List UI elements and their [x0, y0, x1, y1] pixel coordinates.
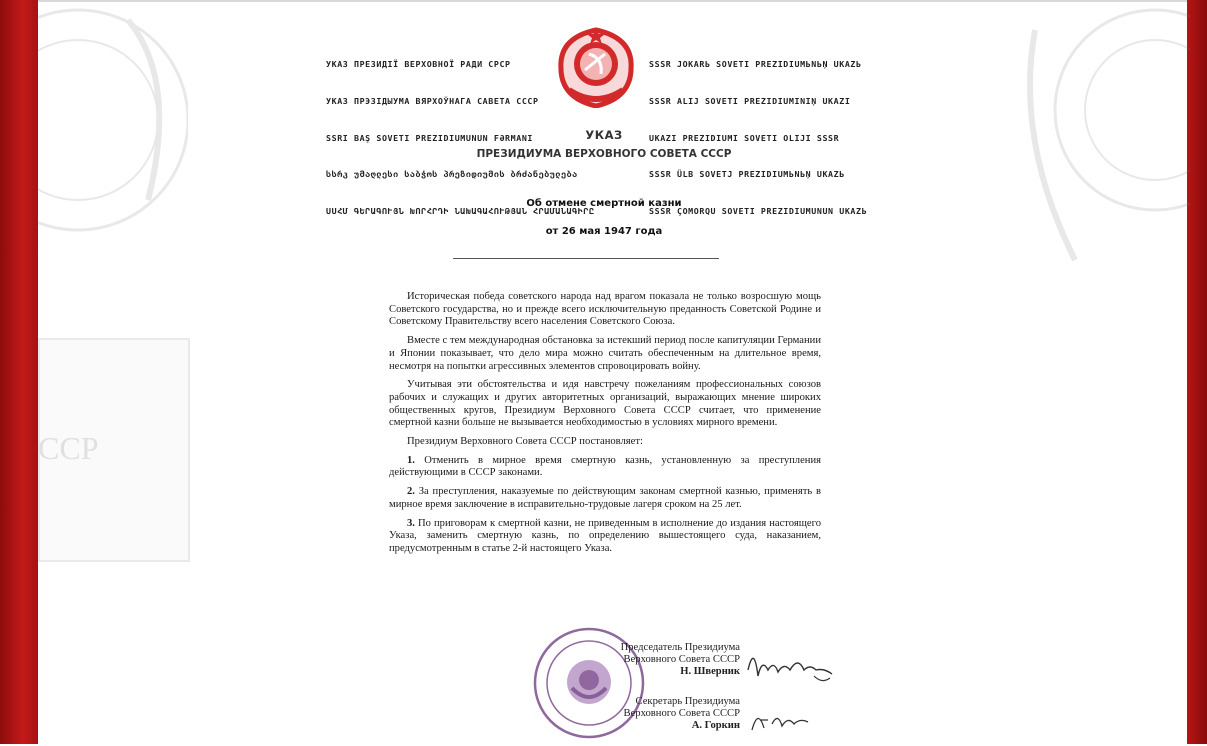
decree-title	[386, 128, 822, 160]
ussr-emblem-icon	[555, 24, 637, 108]
decree-item	[389, 518, 821, 556]
decree-body	[389, 291, 821, 562]
signature-name: Н. Шверник	[680, 666, 740, 677]
header-line: SSSR ÇOMORQU SOVETI PREZIDIUMUNUN UKAZЬ	[649, 205, 868, 216]
title-line-2: ПРЕЗИДИУМА ВЕРХОВНОГО СОВЕТА СССР	[476, 148, 732, 160]
decree-item	[389, 455, 821, 480]
decree-item	[389, 486, 821, 511]
item-text: Отменить в мирное время смертную казнь, установленную за преступления действующими в СССР законами.	[389, 454, 821, 479]
header-line: SSRI BAŞ SOVETI PREZIDIUMUNUN FƏRMANI	[326, 132, 534, 143]
item-number: 3.	[407, 517, 415, 529]
signature-role: Верховного Совета СССР	[623, 654, 740, 665]
header-line: SSSR JOKARЬ SOVETI PREZIDIUMЬNЬŅ UKAZЬ	[649, 59, 862, 70]
paragraph: Вместе с тем международная обстановка за истекший период после капитуляции Германии и Японии показывает, что дело мира можно считать обеспеченным на длительное время, несмотря на попытки агрессивных элементов спровоцировать войну.	[389, 335, 821, 372]
signature-chairman	[594, 642, 740, 678]
header-line: UKAZI PREZIDIUMI SOVETI OLIJI SSSR	[649, 132, 840, 143]
decree-date: от 26 мая 1947 года	[545, 226, 663, 237]
decree-subject: Об отмене смертной казни	[526, 198, 682, 209]
header-line: УКАЗ ПРЭЗІДЫУМА ВЯРХОЎНАГА САВЕТА СССР	[326, 96, 539, 107]
item-number: 2.	[407, 486, 415, 498]
header-line: ՍՍՀՄ ԳԵՐԱԳՈՒՅՆ ԽՈՐՀՐԴԻ ՆԱԽԱԳԱՀՈՒԹՅԱՆ ՀՐԱՄԱՆԱԳԻՐԸ	[326, 205, 595, 216]
signature-secretary	[594, 696, 740, 732]
paragraph: Учитывая эти обстоятельства и идя навстречу пожеланиям профессиональных союзов рабочих и служащих и других авторитетных организаций, выражающих мнение широких общественных кругов, Президиум Верховного Совета СССР считает, что применение смертной казни больше не вызывается необходимостью в условиях мирного времени.	[389, 379, 821, 429]
divider-line	[453, 258, 719, 259]
handwritten-signature-shvernik	[744, 640, 836, 688]
header-line: SSSR ÜLB SOVETJ PREZIDIUMЬNЬŅ UKAZЬ	[649, 169, 845, 180]
title-line-1: УКАЗ	[585, 128, 623, 142]
ghost-emblem-left	[38, 0, 188, 290]
header-line: სსრკ უმაღლესი საბჭოს პრეზიდიუმის ბრძანებულება	[326, 169, 578, 180]
item-text: По приговорам к смертной казни, не приведенным в исполнение до издания настоящего Указа, заменить смертную казнь, по определению вышестоящего суда, наказанием, предусмотренным в статье 2-й настоящего Указа.	[389, 517, 821, 554]
paragraph: Президиум Верховного Совета СССР постановляет:	[407, 436, 643, 448]
handwritten-signature-gorkin	[748, 702, 818, 738]
header-line: УКАЗ ПРЕЗИДІЇ ВЕРХОВНОЇ РАДИ СРСР	[326, 59, 511, 70]
signature-role: Секретарь Президиума	[635, 696, 740, 707]
ghost-map-text: CCP	[38, 430, 99, 466]
signature-role: Верховного Совета СССР	[623, 708, 740, 719]
ghost-emblem-right	[1015, 0, 1190, 290]
item-number: 1.	[407, 454, 415, 466]
red-border-left	[0, 0, 38, 744]
signature-role: Председатель Президиума	[620, 642, 740, 653]
paragraph: Историческая победа советского народа над врагом показала не только возросшую мощь Советского государства, но и прежде всего исключительную преданность Советской Родине и Советскому Правительству всего населения Советского Союза.	[389, 291, 821, 328]
signature-name: А. Горкин	[691, 720, 740, 731]
header-line: SSSR ALIJ SOVETI PREZIDIUMINIŅ UKAZI	[649, 96, 851, 107]
red-border-right	[1187, 0, 1207, 744]
item-text: За преступления, наказуемые по действующим законам смертной казнью, применять в мирное время заключение в исправительно-трудовые лагеря сроком на 25 лет.	[389, 486, 821, 510]
